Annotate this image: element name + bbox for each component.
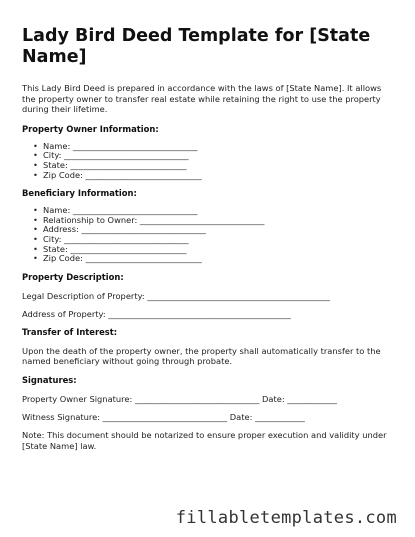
owner-zip-field[interactable]: • Zip Code: ____________________________ [22,171,394,181]
owner-name-field[interactable]: • Name: ______________________________ [22,142,394,152]
beneficiary-state-field[interactable]: • State: ____________________________ [22,245,394,255]
beneficiary-section-title: Beneficiary Information: [22,188,137,199]
notary-note: Note: This document should be notarized to ensure proper execution and validity under [State Name] law. [22,429,387,451]
property-address-field[interactable]: Address of Property: ____________________________________________ [22,308,291,319]
beneficiary-fields-list [22,206,394,264]
transfer-section-title: Transfer of Interest: [22,326,118,337]
document-title: Lady Bird Deed Template for [State Name] [22,26,371,67]
site-watermark: fillabletemplates.com [175,508,397,528]
signatures-section-title: Signatures: [22,374,77,385]
legal-description-field[interactable]: Legal Description of Property: ____________________________________________ [22,290,330,301]
owner-fields-list [22,142,394,180]
beneficiary-relationship-field[interactable]: • Relationship to Owner: ______________________________ [22,216,394,226]
witness-signature-field[interactable]: Witness Signature: ______________________________ Date: ____________ [22,411,305,422]
owner-section-title: Property Owner Information: [22,123,159,134]
owner-signature-field[interactable]: Property Owner Signature: ______________________________ Date: ____________ [22,393,338,404]
owner-state-field[interactable]: • State: ____________________________ [22,161,394,171]
intro-paragraph: This Lady Bird Deed is prepared in accordance with the laws of [State Name]. It allows the property owner to transfer real estate while retaining the right to use the property during their lifetime. [22,83,382,115]
beneficiary-address-field[interactable]: • Address: ______________________________ [22,225,394,235]
beneficiary-city-field[interactable]: • City: ______________________________ [22,235,394,245]
beneficiary-name-field[interactable]: • Name: ______________________________ [22,206,394,216]
beneficiary-zip-field[interactable]: • Zip Code: ____________________________ [22,254,394,264]
deed-document [22,26,394,451]
owner-city-field[interactable]: • City: ______________________________ [22,151,394,161]
property-section-title: Property Description: [22,271,124,282]
transfer-paragraph: Upon the death of the property owner, the property shall automatically transfer to the named beneficiary without going through probate. [22,345,381,367]
